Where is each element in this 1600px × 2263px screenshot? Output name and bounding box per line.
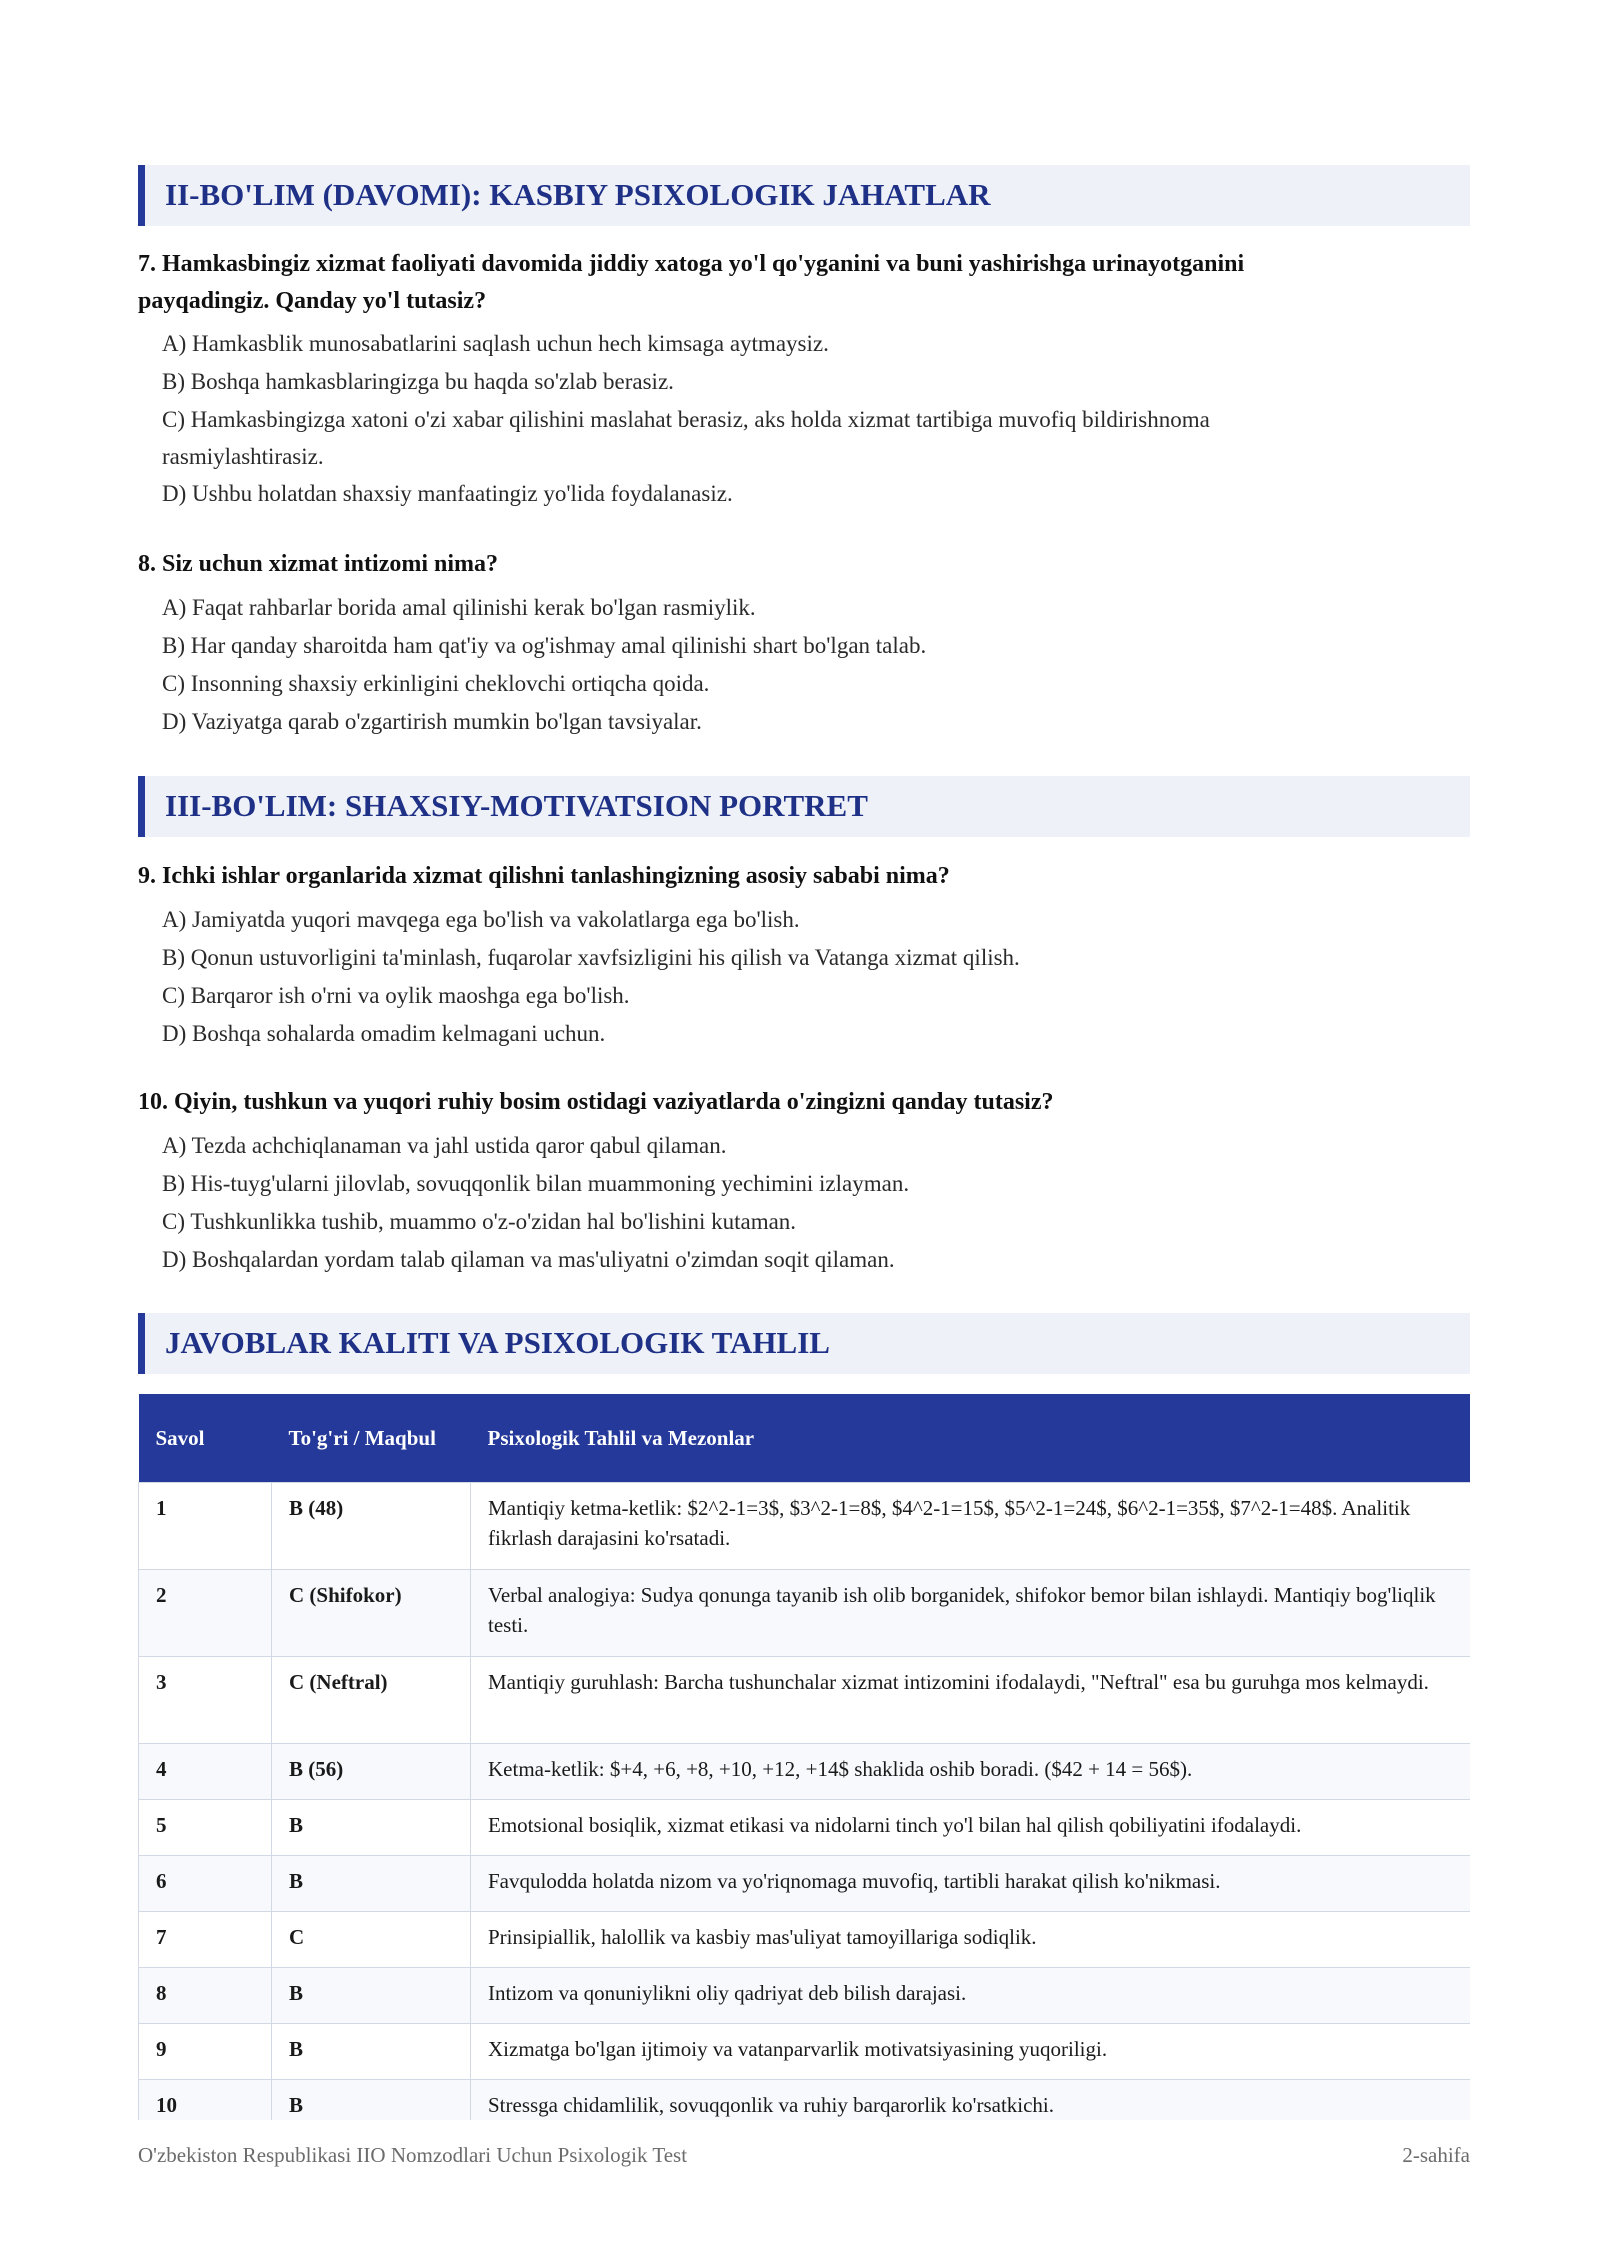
question-9-options [162, 901, 1462, 1053]
cell-analysis: Mantiqiy guruhlash: Barcha tushunchalar xizmat intizomini ifodalaydi, "Neftral" esa bu guruhga mos kelmaydi. [471, 1657, 1471, 1744]
option-b: B) His-tuyg'ularni jilovlab, sovuqqonlik bilan muammoning yechimini izlayman. [162, 1171, 910, 1196]
cell-answer: B [272, 2080, 471, 2121]
cell-analysis: Prinsipiallik, halollik va kasbiy mas'uliyat tamoyillariga sodiqlik. [471, 1912, 1471, 1968]
cell-question-number: 7 [139, 1912, 272, 1968]
cell-analysis: Favqulodda holatda nizom va yo'riqnomaga muvofiq, tartibli harakat qilish ko'nikmasi. [471, 1856, 1471, 1912]
column-header-analysis: Psixologik Tahlil va Mezonlar [471, 1394, 1471, 1483]
cell-analysis: Verbal analogiya: Sudya qonunga tayanib ish olib borganidek, shifokor bemor bilan ishlaydi. Mantiqiy bog'liqlik testi. [471, 1570, 1471, 1657]
cell-answer: C (Shifokor) [272, 1570, 471, 1657]
cell-analysis: Mantiqiy ketma-ketlik: $2^2-1=3$, $3^2-1=8$, $4^2-1=15$, $5^2-1=24$, $6^2-1=35$, $7^2-1=48$. Analitik fikrlash darajasini ko'rsatadi. [471, 1483, 1471, 1570]
section-title: JAVOBLAR KALITI VA PSIXOLOGIK TAHLIL [165, 1325, 830, 1360]
cell-answer: B (48) [272, 1483, 471, 1570]
question-10-options [162, 1127, 1462, 1279]
question-7-options [162, 325, 1462, 513]
cell-answer: B [272, 1856, 471, 1912]
option-d: D) Ushbu holatdan shaxsiy manfaatingiz yo'lida foydalanasiz. [162, 481, 733, 506]
option-a: A) Jamiyatda yuqori mavqega ega bo'lish va vakolatlarga ega bo'lish. [162, 907, 800, 932]
table-header-row [139, 1394, 1471, 1483]
option-d: D) Boshqa sohalarda omadim kelmagani uchun. [162, 1021, 606, 1046]
option-d: D) Boshqalardan yordam talab qilaman va mas'uliyatni o'zimdan soqit qilaman. [162, 1247, 895, 1272]
question-7-line-2: payqadingiz. Qanday yo'l tutasiz? [138, 288, 487, 314]
question-9: 9. Ichki ishlar organlarida xizmat qilishni tanlashingizning asosiy sababi nima? [138, 863, 950, 889]
option-c-line-2: rasmiylashtirasiz. [162, 444, 324, 469]
option-c: C) Insonning shaxsiy erkinligini cheklovchi ortiqcha qoida. [162, 671, 710, 696]
option-b: B) Har qanday sharoitda ham qat'iy va og'ishmay amal qilinishi shart bo'lgan talab. [162, 633, 927, 658]
cell-question-number: 10 [139, 2080, 272, 2121]
cell-analysis: Emotsional bosiqlik, xizmat etikasi va nidolarni tinch yo'l bilan hal qilish qobiliyatini ifodalaydi. [471, 1800, 1471, 1856]
question-7-line-1: 7. Hamkasbingiz xizmat faoliyati davomida jiddiy xatoga yo'l qo'yganini va buni yashirishga urinayotganini [138, 251, 1245, 277]
section-title: III-BO'LIM: SHAXSIY-MOTIVATSION PORTRET [165, 788, 868, 823]
section-header-3 [138, 776, 1470, 837]
cell-analysis: Xizmatga bo'lgan ijtimoiy va vatanparvarlik motivatsiyasining yuqoriligi. [471, 2024, 1471, 2080]
option-b: B) Qonun ustuvorligini ta'minlash, fuqarolar xavfsizligini his qilish va Vatanga xizmat qilish. [162, 945, 1020, 970]
cell-question-number: 9 [139, 2024, 272, 2080]
cell-analysis: Ketma-ketlik: $+4, +6, +8, +10, +12, +14$ shaklida oshib boradi. ($42 + 14 = 56$). [471, 1744, 1471, 1800]
cell-analysis: Stressga chidamlilik, sovuqqonlik va ruhiy barqarorlik ko'rsatkichi. [471, 2080, 1471, 2121]
column-header-answer: To'g'ri / Maqbul [272, 1394, 471, 1483]
table-row [139, 1800, 1471, 1856]
page-number: 2-sahifa [1402, 2143, 1470, 2167]
cell-question-number: 4 [139, 1744, 272, 1800]
column-header-savol: Savol [139, 1394, 272, 1483]
option-c [162, 401, 1462, 475]
cell-analysis: Intizom va qonuniylikni oliy qadriyat deb bilish darajasi. [471, 1968, 1471, 2024]
option-d: D) Vaziyatga qarab o'zgartirish mumkin bo'lgan tavsiyalar. [162, 709, 702, 734]
option-a: A) Hamkasblik munosabatlarini saqlash uchun hech kimsaga aytmaysiz. [162, 331, 829, 356]
table-row [139, 2024, 1471, 2080]
section-header-2 [138, 165, 1470, 226]
cell-answer: C [272, 1912, 471, 1968]
table-row [139, 1657, 1471, 1744]
cell-question-number: 8 [139, 1968, 272, 2024]
table-row [139, 1744, 1471, 1800]
table-row [139, 1483, 1471, 1570]
table-row [139, 1968, 1471, 2024]
option-c-line-1: C) Hamkasbingizga xatoni o'zi xabar qilishini maslahat berasiz, aks holda xizmat tartibiga muvofiq bildirishnoma [162, 407, 1210, 432]
question-8: 8. Siz uchun xizmat intizomi nima? [138, 551, 499, 577]
cell-question-number: 6 [139, 1856, 272, 1912]
footer-title: O'zbekiston Respublikasi IIO Nomzodlari Uchun Psixologik Test [138, 2143, 688, 2167]
table-row [139, 2080, 1471, 2121]
cell-question-number: 3 [139, 1657, 272, 1744]
cell-question-number: 5 [139, 1800, 272, 1856]
table-row [139, 1912, 1471, 1968]
option-a: A) Faqat rahbarlar borida amal qilinishi kerak bo'lgan rasmiylik. [162, 595, 756, 620]
cell-answer: B (56) [272, 1744, 471, 1800]
answer-key-table [138, 1394, 1470, 2120]
cell-answer: C (Neftral) [272, 1657, 471, 1744]
option-a: A) Tezda achchiqlanaman va jahl ustida qaror qabul qilaman. [162, 1133, 727, 1158]
option-c: C) Tushkunlikka tushib, muammo o'z-o'zidan hal bo'lishini kutaman. [162, 1209, 797, 1234]
table-row [139, 1856, 1471, 1912]
question-8-options [162, 589, 1462, 741]
section-title: II-BO'LIM (DAVOMI): KASBIY PSIXOLOGIK JAHATLAR [165, 177, 991, 212]
cell-answer: B [272, 2024, 471, 2080]
cell-question-number: 2 [139, 1570, 272, 1657]
section-header-4 [138, 1313, 1470, 1374]
question-7 [138, 246, 1470, 320]
option-c: C) Barqaror ish o'rni va oylik maoshga ega bo'lish. [162, 983, 630, 1008]
question-10: 10. Qiyin, tushkun va yuqori ruhiy bosim ostidagi vaziyatlarda o'zingizni qanday tutasiz? [138, 1089, 1054, 1115]
option-b: B) Boshqa hamkasblaringizga bu haqda so'zlab berasiz. [162, 369, 674, 394]
cell-question-number: 1 [139, 1483, 272, 1570]
cell-answer: B [272, 1800, 471, 1856]
cell-answer: B [272, 1968, 471, 2024]
table-row [139, 1570, 1471, 1657]
